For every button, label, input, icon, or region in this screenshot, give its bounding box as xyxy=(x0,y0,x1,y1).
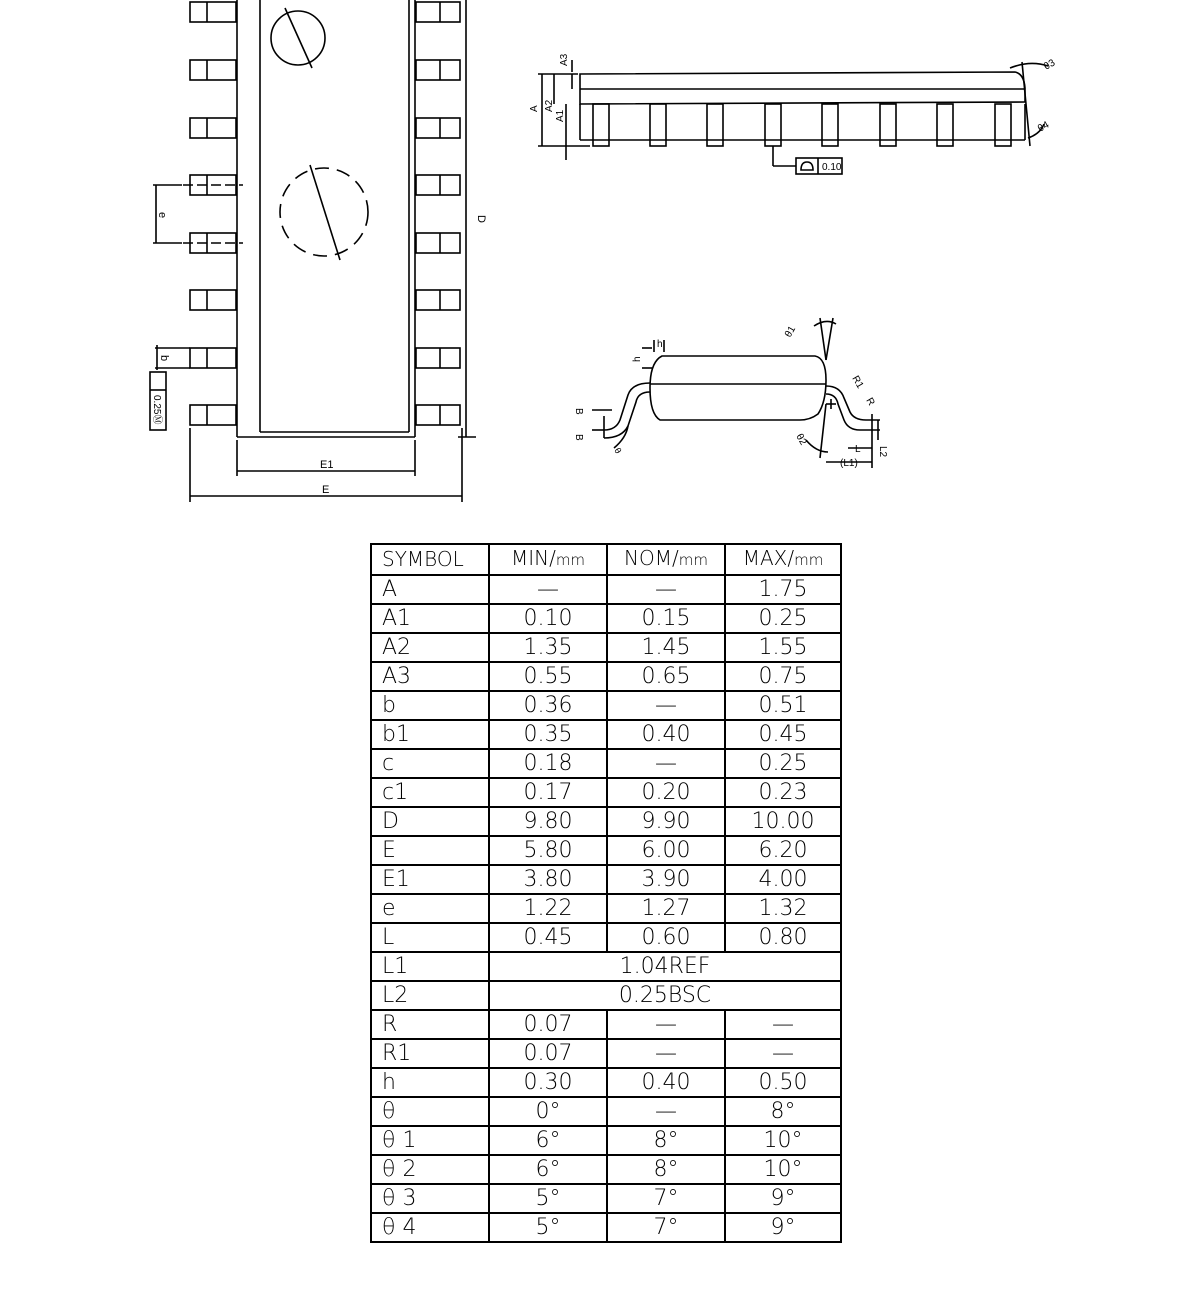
cell-symbol: θ 2 xyxy=(371,1155,489,1184)
table-row xyxy=(371,1010,841,1039)
table-row xyxy=(371,836,841,865)
label-a2: A2 xyxy=(544,99,555,112)
cell-nom: — xyxy=(607,749,725,778)
cell-span: 0.25BSC xyxy=(489,981,841,1010)
cell-min: 6° xyxy=(489,1126,607,1155)
cell-symbol: L xyxy=(371,923,489,952)
table-row xyxy=(371,894,841,923)
label-b-lead: B xyxy=(573,408,584,415)
cell-symbol: c xyxy=(371,749,489,778)
cell-symbol: A1 xyxy=(371,604,489,633)
cell-min: 0.17 xyxy=(489,778,607,807)
cell-min: 9.80 xyxy=(489,807,607,836)
profile-surface-icon xyxy=(801,162,813,170)
cell-nom: — xyxy=(607,691,725,720)
cell-min: 0.55 xyxy=(489,662,607,691)
cell-nom: 0.65 xyxy=(607,662,725,691)
cell-nom: 3.90 xyxy=(607,865,725,894)
cell-max: 0.50 xyxy=(725,1068,841,1097)
table-row xyxy=(371,952,841,981)
label-a: A xyxy=(529,105,540,112)
position-tolerance-value: 0.25Ⓜ xyxy=(151,395,162,425)
cell-min: 5° xyxy=(489,1184,607,1213)
cell-symbol: θ xyxy=(371,1097,489,1126)
cell-min: 5.80 xyxy=(489,836,607,865)
cell-max: 1.75 xyxy=(725,575,841,604)
cell-max: 0.45 xyxy=(725,720,841,749)
header-label: NOM/ xyxy=(624,546,679,570)
table-header-row xyxy=(371,544,841,575)
cell-symbol: θ 3 xyxy=(371,1184,489,1213)
table-row xyxy=(371,662,841,691)
table-row xyxy=(371,865,841,894)
cell-nom: — xyxy=(607,1010,725,1039)
cell-nom: — xyxy=(607,1097,725,1126)
cell-nom: 8° xyxy=(607,1155,725,1184)
table-row xyxy=(371,1097,841,1126)
header-unit: mm xyxy=(794,551,824,569)
label-l1: (L1) xyxy=(840,458,858,469)
cell-nom: 0.15 xyxy=(607,604,725,633)
cell-min: 0.36 xyxy=(489,691,607,720)
cell-max: 0.25 xyxy=(725,604,841,633)
cell-max: 9° xyxy=(725,1184,841,1213)
cell-symbol: E xyxy=(371,836,489,865)
table-header-cell xyxy=(489,544,607,575)
cell-min: 0° xyxy=(489,1097,607,1126)
table-row xyxy=(371,1213,841,1242)
side-view xyxy=(538,60,1048,174)
cell-symbol: L2 xyxy=(371,981,489,1010)
cell-nom: — xyxy=(607,1039,725,1068)
table-row xyxy=(371,720,841,749)
label-l2: L2 xyxy=(877,446,888,458)
cell-max: — xyxy=(725,1039,841,1068)
cell-max: 0.75 xyxy=(725,662,841,691)
label-h-side: h xyxy=(632,356,643,362)
cell-symbol: h xyxy=(371,1068,489,1097)
cell-symbol: R1 xyxy=(371,1039,489,1068)
label-e1: E1 xyxy=(320,459,334,471)
cell-max: 0.51 xyxy=(725,691,841,720)
header-unit: mm xyxy=(678,551,708,569)
cell-span: 1.04REF xyxy=(489,952,841,981)
cell-min: 3.80 xyxy=(489,865,607,894)
header-unit: mm xyxy=(555,551,586,569)
cell-min: 0.35 xyxy=(489,720,607,749)
cell-nom: 7° xyxy=(607,1184,725,1213)
label-theta2: θ2 xyxy=(793,432,809,448)
cell-min: 0.45 xyxy=(489,923,607,952)
cell-symbol: A3 xyxy=(371,662,489,691)
label-a3: A3 xyxy=(559,53,570,66)
cell-symbol: A xyxy=(371,575,489,604)
cell-symbol: e xyxy=(371,894,489,923)
table-row xyxy=(371,1184,841,1213)
cell-symbol: L1 xyxy=(371,952,489,981)
label-b: b xyxy=(158,355,170,362)
table-row xyxy=(371,604,841,633)
ejector-mark-icon xyxy=(280,168,368,256)
cell-nom: 0.60 xyxy=(607,923,725,952)
label-h-top: h xyxy=(657,339,663,350)
label-theta4: θ4 xyxy=(1036,119,1052,135)
cell-nom: 0.20 xyxy=(607,778,725,807)
label-theta: θ xyxy=(612,446,624,456)
left-pins xyxy=(190,2,236,425)
cell-max: 0.80 xyxy=(725,923,841,952)
table-row xyxy=(371,807,841,836)
table-row xyxy=(371,749,841,778)
cell-symbol: D xyxy=(371,807,489,836)
table-row xyxy=(371,923,841,952)
cell-symbol: R xyxy=(371,1010,489,1039)
label-theta1: θ1 xyxy=(783,324,799,340)
cell-min: 0.18 xyxy=(489,749,607,778)
table-row xyxy=(371,1039,841,1068)
right-pins xyxy=(416,2,460,425)
table-row xyxy=(371,778,841,807)
cell-nom: 1.45 xyxy=(607,633,725,662)
table-header-cell xyxy=(725,544,841,575)
cell-min: 1.22 xyxy=(489,894,607,923)
cell-max: 9° xyxy=(725,1213,841,1242)
table-row xyxy=(371,691,841,720)
cell-symbol: A2 xyxy=(371,633,489,662)
table-row xyxy=(371,633,841,662)
cell-max: 8° xyxy=(725,1097,841,1126)
header-label: SYMBOL xyxy=(382,547,464,571)
cell-max: 10.00 xyxy=(725,807,841,836)
cell-max: 1.32 xyxy=(725,894,841,923)
header-label: MIN/ xyxy=(510,546,556,570)
cell-min: 1.35 xyxy=(489,633,607,662)
cell-max: — xyxy=(725,1010,841,1039)
table-row xyxy=(371,981,841,1010)
cell-symbol: c1 xyxy=(371,778,489,807)
cell-min: 6° xyxy=(489,1155,607,1184)
label-r: R xyxy=(863,396,877,408)
cell-nom: 7° xyxy=(607,1213,725,1242)
cell-max: 1.55 xyxy=(725,633,841,662)
cell-max: 0.23 xyxy=(725,778,841,807)
table-header-cell xyxy=(371,544,489,575)
table-row xyxy=(371,575,841,604)
cell-min: 0.07 xyxy=(489,1039,607,1068)
cell-nom: 0.40 xyxy=(607,720,725,749)
cell-max: 10° xyxy=(725,1126,841,1155)
table-row xyxy=(371,1155,841,1184)
cell-min: — xyxy=(489,575,607,604)
cell-nom: 8° xyxy=(607,1126,725,1155)
cell-min: 0.07 xyxy=(489,1010,607,1039)
cell-nom: — xyxy=(607,575,725,604)
cell-min: 0.30 xyxy=(489,1068,607,1097)
coplanarity-value: 0.10 xyxy=(822,162,842,173)
header-label: MAX/ xyxy=(742,546,795,570)
cell-min: 0.10 xyxy=(489,604,607,633)
cell-nom: 6.00 xyxy=(607,836,725,865)
top-view xyxy=(150,0,476,502)
table-header-cell xyxy=(607,544,725,575)
cell-symbol: b1 xyxy=(371,720,489,749)
dimension-table xyxy=(370,543,842,1243)
cell-nom: 0.40 xyxy=(607,1068,725,1097)
cell-symbol: b xyxy=(371,691,489,720)
package-drawing xyxy=(0,0,1200,520)
table-row xyxy=(371,1068,841,1097)
label-e-pitch: e xyxy=(156,212,168,219)
label-theta3: θ3 xyxy=(1042,57,1058,73)
label-b-lead-2: B xyxy=(573,434,584,441)
cell-symbol: E1 xyxy=(371,865,489,894)
cell-min: 5° xyxy=(489,1213,607,1242)
label-e: E xyxy=(322,484,330,496)
label-a1: A1 xyxy=(555,109,566,122)
cell-max: 0.25 xyxy=(725,749,841,778)
cell-symbol: θ 1 xyxy=(371,1126,489,1155)
detail-view xyxy=(592,318,880,468)
label-d: D xyxy=(475,215,487,223)
cell-max: 6.20 xyxy=(725,836,841,865)
cell-nom: 9.90 xyxy=(607,807,725,836)
label-l: L xyxy=(855,444,861,455)
cell-symbol: θ 4 xyxy=(371,1213,489,1242)
cell-max: 10° xyxy=(725,1155,841,1184)
cell-nom: 1.27 xyxy=(607,894,725,923)
cell-max: 4.00 xyxy=(725,865,841,894)
table-row xyxy=(371,1126,841,1155)
label-r1: R1 xyxy=(849,374,866,391)
